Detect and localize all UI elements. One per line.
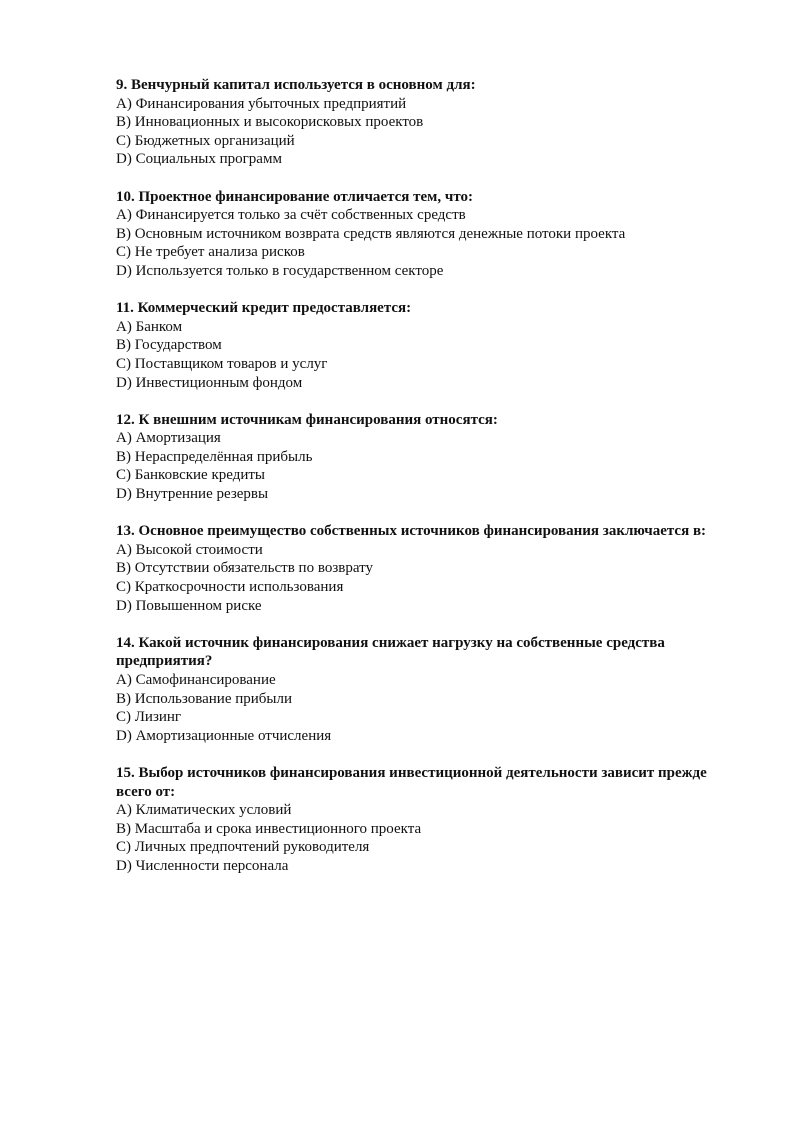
option-d: D) Численности персонала [116, 857, 289, 874]
option-b: B) Инновационных и высокорисковых проектов [116, 114, 424, 131]
option-d: D) Повышенном риске [116, 597, 262, 614]
question-9 [116, 76, 736, 169]
question-11 [116, 299, 736, 392]
option-c: C) Лизинг [116, 709, 182, 726]
option-c: C) Личных предпочтений руководителя [116, 839, 370, 856]
option-a: A) Высокой стоимости [116, 541, 263, 558]
question-title: 11. Коммерческий кредит предоставляется: [116, 300, 412, 317]
question-title: 12. К внешним источникам финансирования относятся: [116, 411, 498, 428]
option-a: A) Финансируется только за счёт собственных средств [116, 207, 466, 224]
option-d: D) Внутренние резервы [116, 486, 269, 503]
option-d: D) Социальных программ [116, 151, 282, 168]
document-page [116, 76, 736, 894]
option-c: C) Поставщиком товаров и услуг [116, 355, 328, 372]
option-a: A) Климатических условий [116, 802, 292, 819]
option-a: A) Амортизация [116, 430, 221, 447]
option-b: B) Государством [116, 337, 222, 354]
question-title: 10. Проектное финансирование отличается тем, что: [116, 188, 474, 205]
question-title: 14. Какой источник финансирования снижает нагрузку на собственные средства предприятия? [116, 634, 665, 670]
question-13 [116, 522, 736, 615]
question-15 [116, 764, 736, 876]
option-c: C) Краткосрочности использования [116, 579, 344, 596]
option-b: B) Отсутствии обязательств по возврату [116, 560, 373, 577]
option-b: B) Использование прибыли [116, 690, 293, 707]
question-12 [116, 411, 736, 504]
option-b: B) Нераспределённая прибыль [116, 448, 313, 465]
question-title: 13. Основное преимущество собственных источников финансирования заключается в: [116, 523, 707, 540]
option-a: A) Самофинансирование [116, 672, 276, 688]
option-a: A) Финансирования убыточных предприятий [116, 95, 407, 112]
option-b: B) Масштаба и срока инвестиционного проекта [116, 820, 422, 837]
option-c: C) Банковские кредиты [116, 467, 265, 484]
option-d: D) Амортизационные отчисления [116, 727, 332, 744]
option-d: D) Используется только в государственном секторе [116, 262, 444, 279]
option-c: C) Бюджетных организаций [116, 132, 295, 149]
option-d: D) Инвестиционным фондом [116, 374, 303, 391]
question-title: 9. Венчурный капитал используется в основном для: [116, 77, 476, 93]
option-c: C) Не требует анализа рисков [116, 244, 305, 261]
question-14 [116, 634, 736, 746]
option-a: A) Банком [116, 318, 183, 335]
question-10 [116, 188, 736, 281]
option-b: B) Основным источником возврата средств являются денежные потоки проекта [116, 225, 626, 242]
question-title: 15. Выбор источников финансирования инвестиционной деятельности зависит прежде всего от: [116, 764, 707, 800]
